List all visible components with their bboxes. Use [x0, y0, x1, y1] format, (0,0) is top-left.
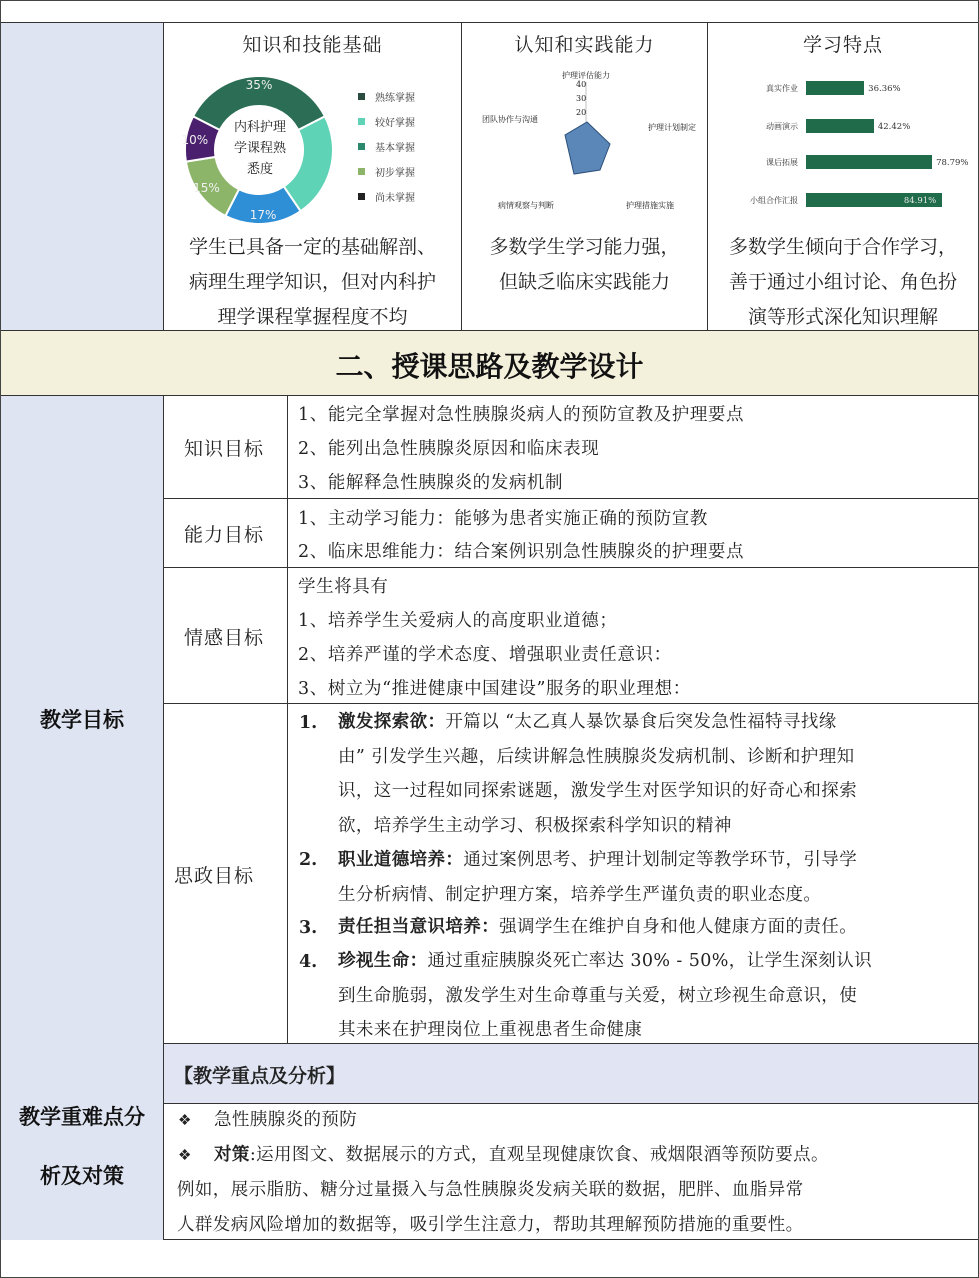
- bar-value-label: 42.42%: [877, 122, 911, 132]
- ideology-item-4: [338, 944, 969, 1048]
- ideology-text: 开篇以 “太乙真人暴饮暴食后突发急性福特寻找缘: [445, 712, 837, 732]
- emotion-item: 1、培养学生关爱病人的高度职业道德；: [298, 611, 618, 631]
- center-line: 悉度: [246, 162, 273, 177]
- ideology-line: [338, 843, 969, 878]
- radar-chart: [462, 62, 707, 242]
- ideology-line: 由” 引发学生兴趣，后续讲解急性胰腺炎发病机制、诊断和护理知: [338, 746, 855, 767]
- row-ability-label-cell: [164, 499, 288, 568]
- ideology-num: 2.: [299, 850, 318, 870]
- left-side-column-top: [1, 22, 163, 330]
- ideology-line: [338, 910, 969, 945]
- desc-line: 理学课程掌握程度不均: [217, 306, 408, 328]
- bar: [806, 81, 864, 95]
- strategy-text: :运用图文、数据展示的方式，直观呈现健康饮食、戒烟限酒等预防要点。: [249, 1145, 829, 1165]
- radar-tick: 30: [576, 94, 587, 103]
- legend-item: [358, 134, 415, 159]
- knowledge-item: 3、能解释急性胰腺炎的发病机制: [298, 473, 564, 493]
- donut-legend: [358, 84, 415, 209]
- panel-knowledge-skill: [164, 22, 461, 330]
- radar-axis-label: 护理评估能力: [562, 71, 610, 80]
- emotion-item: 3、树立为“推进健康中国建设”服务的职业理想：: [298, 679, 691, 699]
- strategy-line: 人群发病风险增加的数据等，吸引学生注意力，帮助其理解预防措施的重要性。: [177, 1215, 804, 1235]
- radar-axis-label: 护理措施实施: [626, 201, 674, 210]
- row-emotion-label-cell: [164, 568, 288, 704]
- panel-description: [168, 230, 457, 335]
- knowledge-label: 知识目标: [184, 438, 265, 460]
- legend-swatch: [358, 168, 365, 175]
- left-side-column-objectives: [1, 396, 164, 1044]
- desc-line: 多数学生学习能力强，: [489, 236, 680, 258]
- donut-center-label: [226, 117, 294, 180]
- ideology-head: 珍视生命：: [338, 951, 428, 971]
- ideology-head: 激发探索欲：: [338, 712, 446, 732]
- ability-item: 2、临床思维能力：结合案例识别急性胰腺炎的护理要点: [298, 542, 745, 562]
- section2-title: 二、授课思路及教学设计: [335, 350, 644, 383]
- knowledge-item: 1、能完全掌握对急性胰腺炎病人的预防宣教及护理要点: [298, 405, 745, 425]
- bullet-icon: ❖: [178, 1111, 192, 1129]
- legend-label: 初步掌握: [375, 168, 415, 179]
- ability-item: 1、主动学习能力：能够为患者实施正确的预防宣教: [298, 509, 708, 529]
- desc-line: 演等形式深化知识理解: [747, 306, 938, 328]
- ideology-line: 生分析病情、制定护理方案，培养学生严谨负责的职业态度。: [338, 884, 822, 905]
- emotion-label: 情感目标: [184, 627, 265, 649]
- donut-slice-label: 35%: [245, 78, 273, 92]
- center-line: 内科护理: [233, 120, 286, 135]
- section2-banner: [1, 330, 978, 396]
- keypoints-side-label-2: 析及对策: [40, 1164, 124, 1188]
- desc-line: 多数学生倾向于合作学习，: [728, 236, 957, 258]
- panel-description: [712, 230, 974, 335]
- ideology-text: 通过案例思考、护理计划制定等教学环节，引导学: [463, 850, 858, 870]
- legend-item: [358, 184, 415, 209]
- ideology-num: 3.: [299, 918, 318, 938]
- ideology-label: 思政目标: [174, 865, 255, 887]
- row-knowledge-label-cell: [164, 396, 288, 499]
- bar-label: 小组合作汇报: [750, 196, 798, 205]
- strategy-line: [214, 1138, 969, 1173]
- bar-value-label: 84.91%: [903, 196, 937, 206]
- donut-slice-label: 15%: [193, 181, 220, 196]
- radar-shape: [565, 122, 610, 174]
- row-ideology-label-cell: [164, 704, 288, 1044]
- objectives-side-label: 教学目标: [40, 708, 124, 732]
- legend-item: [358, 84, 415, 109]
- radar-axis-label: 团队协作与沟通: [482, 115, 538, 124]
- ideology-line: 到生命脆弱，激发学生对生命尊重与关爱，树立珍视生命意识，使: [338, 985, 858, 1006]
- bar: [806, 155, 932, 169]
- keypoints-header-row: [164, 1044, 978, 1104]
- ideology-line: [338, 944, 969, 979]
- ideology-head: 职业道德培养：: [338, 850, 464, 870]
- legend-swatch: [358, 93, 365, 100]
- emotion-item: 2、培养严谨的学术态度、增强职业责任意识：: [298, 645, 672, 665]
- legend-label: 尚未掌握: [375, 193, 415, 204]
- bar-label: 真实作业: [766, 84, 798, 93]
- legend-label: 较好掌握: [375, 118, 415, 129]
- desc-line: 但缺乏临床实践能力: [498, 271, 670, 293]
- bar-label: 动画演示: [766, 122, 798, 131]
- keypoint: 急性胰腺炎的预防: [214, 1110, 358, 1130]
- legend-item: [358, 109, 415, 134]
- ideology-item-2: [338, 843, 969, 912]
- desc-line: 善于通过小组讨论、角色扮: [728, 271, 957, 293]
- panel-title: 认知和实践能力: [514, 34, 655, 56]
- ideology-line: 欲，培养学生主动学习、积极探索科学知识的精神: [338, 815, 732, 836]
- ideology-text: 强调学生在维护自身和他人健康方面的责任。: [499, 917, 858, 937]
- radar-tick: 40: [576, 80, 587, 89]
- left-side-column-keypoints: [1, 1044, 164, 1240]
- emotion-item: 学生将具有: [298, 577, 389, 597]
- desc-line: 病理生理学知识，但对内科护: [188, 271, 436, 293]
- knowledge-item: 2、能列出急性胰腺炎原因和临床表现: [298, 439, 600, 459]
- legend-label: 熟练掌握: [375, 93, 415, 104]
- strategy-line: 例如，展示脂肪、糖分过量摄入与急性胰腺炎发病关联的数据，肥胖、血脂异常: [177, 1180, 804, 1200]
- strategy-continued: [177, 1173, 969, 1243]
- bar-value-label: 78.79%: [936, 158, 969, 168]
- ideology-num: 1.: [299, 713, 318, 733]
- panel-title: 学习特点: [802, 34, 883, 56]
- desc-line: 学生已具备一定的基础解剖、: [188, 236, 436, 258]
- donut-chart: [164, 58, 461, 258]
- bar-value-label: 36.36%: [868, 84, 901, 94]
- radar-axis-label: 病情观察与判断: [498, 201, 554, 210]
- ideology-text: 通过重症胰腺炎死亡率达 30% - 50%，让学生深刻认识: [427, 951, 872, 971]
- center-line: 学课程熟: [233, 141, 286, 156]
- keypoints-side-label-1: 教学重难点分: [19, 1105, 145, 1129]
- bar-label: 课后拓展: [766, 158, 798, 167]
- strategy: [214, 1138, 969, 1173]
- panel-cognition-practice: [462, 22, 707, 330]
- bar: [806, 119, 874, 133]
- ideology-line: 其未来在护理岗位上重视患者生命健康: [338, 1020, 643, 1040]
- legend-item: [358, 159, 415, 184]
- ideology-num: 4.: [299, 952, 318, 972]
- legend-swatch: [358, 193, 365, 200]
- bullet-icon: ❖: [178, 1146, 192, 1164]
- ideology-head: 责任担当意识培养：: [338, 917, 500, 937]
- panel-description: [466, 230, 703, 300]
- panel-learning-features: [708, 22, 978, 330]
- legend-swatch: [358, 143, 365, 150]
- donut-slice-label: 10%: [181, 132, 209, 147]
- keypoints-header: 【教学重点及分析】: [174, 1065, 346, 1087]
- ideology-item-3: [338, 910, 969, 945]
- strategy-head: 对策: [214, 1145, 250, 1165]
- ideology-line: [338, 705, 969, 740]
- panel-title: 知识和技能基础: [242, 34, 383, 56]
- ideology-line: 识，这一过程如同探索谜题，激发学生对医学知识的好奇心和探索: [338, 781, 858, 801]
- ability-label: 能力目标: [184, 524, 265, 546]
- donut-slice-label: 17%: [249, 207, 277, 222]
- legend-swatch: [358, 118, 365, 125]
- radar-tick: 20: [576, 108, 587, 117]
- ideology-item-1: [338, 705, 969, 843]
- radar-axis-label: 护理计划制定: [648, 123, 696, 132]
- bar-chart: [708, 22, 978, 222]
- legend-label: 基本掌握: [375, 143, 415, 154]
